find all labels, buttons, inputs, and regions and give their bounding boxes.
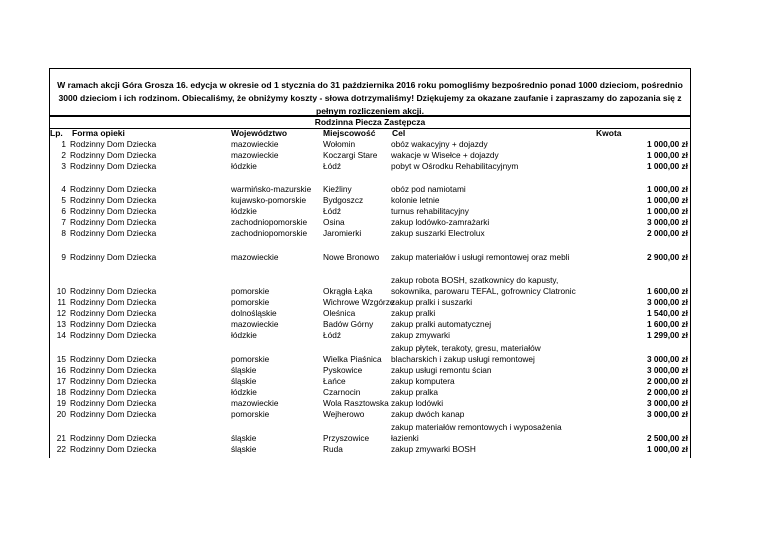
row-woj: śląskie (231, 365, 257, 375)
row-woj: łódzkie (231, 161, 257, 171)
row-lp: 13 (56, 319, 66, 329)
header-lp: Lp. (50, 128, 63, 138)
row-lp: 8 (61, 228, 66, 238)
row-forma: Rodzinny Dom Dziecka (70, 161, 157, 171)
header-woj: Województwo (231, 128, 288, 138)
row-lp: 18 (56, 387, 66, 397)
row-lp: 3 (61, 161, 66, 171)
row-woj: zachodniopomorskie (231, 228, 308, 238)
row-kwota: 1 000,00 zł (646, 444, 688, 454)
header-kwota: Kwota (596, 128, 622, 138)
row-lp: 16 (56, 365, 66, 375)
row-miejsc: Nowe Bronowo (323, 252, 380, 262)
row-forma: Rodzinny Dom Dziecka (70, 376, 157, 386)
row-miejsc: Wołomin (323, 139, 356, 149)
row-kwota: 1 299,00 zł (646, 330, 688, 340)
row-cel: zakup robota BOSH, szatkownicy do kapusty, (391, 275, 559, 285)
row-cel: zakup komputera (391, 376, 455, 386)
row-cel: zakup pralki i suszarki (391, 297, 473, 307)
row-miejsc: Przyszowice (323, 433, 370, 443)
row-cel: zakup dwóch kanap (391, 409, 465, 419)
row-forma: Rodzinny Dom Dziecka (70, 354, 157, 364)
row-woj: śląskie (231, 433, 257, 443)
row-miejsc: Kieźliny (323, 184, 352, 194)
row-lp: 22 (56, 444, 66, 454)
row-miejsc: Badów Górny (323, 319, 374, 329)
row-cel: blacharskich i zakup usługi remontowej (391, 354, 535, 364)
row-forma: Rodzinny Dom Dziecka (70, 150, 157, 160)
row-lp: 4 (61, 184, 66, 194)
right-border (690, 129, 691, 458)
row-kwota: 1 000,00 zł (646, 161, 688, 171)
header-text: W ramach akcji Góra Grosza 16. edycja w okresie od 1 stycznia do 31 października 2016 roku pomogliśmy bezpośrednio ponad 1000 dzieciom, pośrednio 3000 dzieciom i ich rodzinom. Obiecaliśmy, że obniżymy koszty - słowa dotrzymaliśmy! Dziękujemy za okazane zaufanie i zapraszamy do zapozania się z pełnym rozliczeniem akcji. (57, 80, 683, 116)
row-forma: Rodzinny Dom Dziecka (70, 184, 157, 194)
row-miejsc: Wola Rasztowska (323, 398, 389, 408)
row-cel: sokownika, parowaru TEFAL, gofrownicy Clatronic (391, 286, 576, 296)
row-kwota: 2 000,00 zł (646, 387, 688, 397)
row-kwota: 3 000,00 zł (646, 297, 688, 307)
row-lp: 21 (56, 433, 66, 443)
row-forma: Rodzinny Dom Dziecka (70, 217, 157, 227)
row-miejsc: Okrągła Łąka (323, 286, 373, 296)
row-lp: 2 (61, 150, 66, 160)
row-woj: mazowieckie (231, 252, 279, 262)
row-miejsc: Ruda (323, 444, 343, 454)
row-woj: łódzkie (231, 206, 257, 216)
row-woj: pomorskie (231, 286, 270, 296)
row-lp: 15 (56, 354, 66, 364)
row-lp: 11 (57, 297, 66, 307)
row-kwota: 3 000,00 zł (646, 354, 688, 364)
row-kwota: 1 000,00 zł (646, 184, 688, 194)
row-miejsc: Oleśnica (323, 308, 356, 318)
row-cel: zakup pralki (391, 308, 436, 318)
row-kwota: 1 000,00 zł (646, 195, 688, 205)
row-kwota: 3 000,00 zł (646, 398, 688, 408)
row-forma: Rodzinny Dom Dziecka (70, 409, 157, 419)
row-miejsc: Łódź (323, 330, 341, 340)
header-forma: Forma opieki (72, 128, 125, 138)
row-lp: 10 (56, 286, 66, 296)
row-miejsc: Czarnocin (323, 387, 361, 397)
section-title: Rodzinna Piecza Zastępcza (314, 117, 426, 127)
row-woj: dolnośląskie (231, 308, 277, 318)
row-kwota: 1 000,00 zł (646, 206, 688, 216)
row-cel: zakup zmywarki (391, 330, 451, 340)
row-woj: mazowieckie (231, 398, 279, 408)
row-miejsc: Osina (323, 217, 345, 227)
row-woj: kujawsko-pomorskie (231, 195, 307, 205)
row-forma: Rodzinny Dom Dziecka (70, 433, 157, 443)
row-kwota: 2 500,00 zł (646, 433, 688, 443)
row-forma: Rodzinny Dom Dziecka (70, 195, 157, 205)
row-forma: Rodzinny Dom Dziecka (70, 387, 157, 397)
row-lp: 6 (61, 206, 66, 216)
row-woj: śląskie (231, 376, 257, 386)
row-lp: 14 (56, 330, 66, 340)
row-kwota: 2 000,00 zł (646, 228, 688, 238)
row-kwota: 2 000,00 zł (646, 376, 688, 386)
row-woj: łódzkie (231, 387, 257, 397)
row-kwota: 1 540,00 zł (646, 308, 688, 318)
row-cel: zakup pralka (391, 387, 439, 397)
row-forma: Rodzinny Dom Dziecka (70, 139, 157, 149)
row-forma: Rodzinny Dom Dziecka (70, 330, 157, 340)
row-cel: pobyt w Ośrodku Rehabilitacyjnym (391, 161, 519, 171)
row-woj: pomorskie (231, 354, 270, 364)
row-woj: łódzkie (231, 330, 257, 340)
row-kwota: 3 000,00 zł (646, 365, 688, 375)
row-woj: pomorskie (231, 409, 270, 419)
row-cel: zakup materiałów i usługi remontowej oraz mebli (391, 252, 570, 262)
row-cel: zakup zmywarki BOSH (391, 444, 476, 454)
row-cel: turnus rehabilitacyjny (391, 206, 469, 216)
row-lp: 19 (56, 398, 66, 408)
row-woj: mazowieckie (231, 139, 279, 149)
row-woj: mazowieckie (231, 150, 279, 160)
row-cel: wakacje w Wisełce + dojazdy (391, 150, 499, 160)
row-cel: zakup pralki automatycznej (391, 319, 492, 329)
row-woj: śląskie (231, 444, 257, 454)
row-miejsc: Wichrowe Wzgórze (323, 297, 395, 307)
row-miejsc: Łańce (323, 376, 346, 386)
row-forma: Rodzinny Dom Dziecka (70, 365, 157, 375)
header-miejsc: Miejscowość (323, 128, 376, 138)
row-cel: zakup lodówko-zamrażarki (391, 217, 490, 227)
row-miejsc: Wejherowo (323, 409, 365, 419)
row-cel: obóz pod namiotami (391, 184, 466, 194)
row-miejsc: Bydgoszcz (323, 195, 364, 205)
row-cel: łazienki (391, 433, 419, 443)
row-kwota: 3 000,00 zł (646, 217, 688, 227)
row-forma: Rodzinny Dom Dziecka (70, 308, 157, 318)
row-kwota: 2 900,00 zł (646, 252, 688, 262)
row-lp: 17 (56, 376, 66, 386)
row-kwota: 1 000,00 zł (646, 139, 688, 149)
row-miejsc: Jaromierki (323, 228, 362, 238)
row-miejsc: Koczargi Stare (323, 150, 378, 160)
row-lp: 12 (56, 308, 66, 318)
row-forma: Rodzinny Dom Dziecka (70, 252, 157, 262)
header-cel: Cel (392, 128, 406, 138)
row-cel: zakup suszarki Electrolux (391, 228, 485, 238)
row-kwota: 3 000,00 zł (646, 409, 688, 419)
row-miejsc: Wielka Piaśnica (323, 354, 382, 364)
row-forma: Rodzinny Dom Dziecka (70, 398, 157, 408)
row-forma: Rodzinny Dom Dziecka (70, 206, 157, 216)
row-cel: kolonie letnie (391, 195, 440, 205)
row-forma: Rodzinny Dom Dziecka (70, 444, 157, 454)
row-lp: 5 (61, 195, 66, 205)
row-cel: obóz wakacyjny + dojazdy (391, 139, 488, 149)
row-woj: mazowieckie (231, 319, 279, 329)
row-lp: 7 (61, 217, 66, 227)
row-cel: zakup lodówki (391, 398, 444, 408)
row-cel: zakup materiałów remontowych i wyposażenia (391, 422, 562, 432)
row-miejsc: Łódź (323, 161, 341, 171)
row-lp: 20 (56, 409, 66, 419)
row-cel: zakup usługi remontu ścian (391, 365, 492, 375)
row-woj: warmińsko-mazurskie (231, 184, 312, 194)
row-lp: 1 (61, 139, 66, 149)
row-miejsc: Pyskowice (323, 365, 363, 375)
row-forma: Rodzinny Dom Dziecka (70, 286, 157, 296)
row-kwota: 1 600,00 zł (646, 286, 688, 296)
row-forma: Rodzinny Dom Dziecka (70, 228, 157, 238)
row-cel: zakup płytek, terakoty, gresu, materiałów (391, 343, 541, 353)
row-kwota: 1 600,00 zł (646, 319, 688, 329)
row-woj: pomorskie (231, 297, 270, 307)
row-forma: Rodzinny Dom Dziecka (70, 319, 157, 329)
row-woj: zachodniopomorskie (231, 217, 308, 227)
row-kwota: 1 000,00 zł (646, 150, 688, 160)
row-miejsc: Łódź (323, 206, 341, 216)
row-lp: 9 (61, 252, 66, 262)
row-forma: Rodzinny Dom Dziecka (70, 297, 157, 307)
